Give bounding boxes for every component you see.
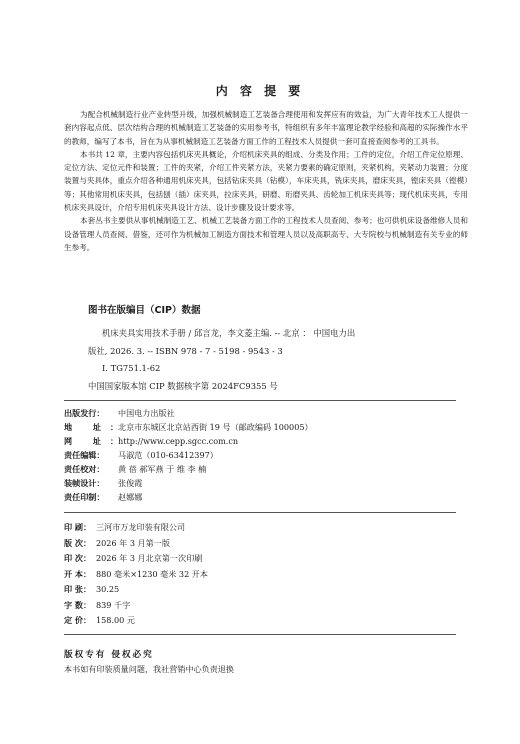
impression-value: 2026 年 3 月北京第一次印刷	[96, 553, 203, 563]
pub-row	[64, 490, 456, 504]
edition-value: 2026 年 3 月第一版	[96, 537, 170, 548]
print-label: 定 价：	[64, 615, 92, 625]
sheets-value: 30.25	[96, 584, 120, 594]
print-row	[64, 567, 456, 583]
print-row	[64, 582, 456, 598]
summary-section	[64, 108, 468, 254]
word-count-value: 839 千字	[96, 599, 131, 610]
publication-info	[64, 406, 456, 504]
address-value: 北京市东城区北京站西街 19 号（邮政编码 100005）	[118, 422, 313, 432]
pub-label: 出版发行：	[64, 408, 105, 418]
summary-title: 内 容 提 要	[215, 84, 305, 98]
pub-label: 责任编辑：	[64, 450, 105, 460]
print-row	[64, 520, 456, 536]
print-label: 开 本：	[64, 568, 92, 579]
cip-line: 机床夹具实用技术手册 / 邱言龙，李文菱主编. -- 北京 ： 中国电力出	[102, 328, 356, 338]
pub-label: 地 址：	[64, 422, 128, 432]
publisher-value: 中国电力出版社	[118, 408, 175, 418]
pub-row	[64, 434, 456, 448]
pub-row	[64, 476, 456, 490]
divider	[64, 512, 456, 513]
print-label: 印 刷：	[64, 522, 92, 532]
editor-value: 马淑范（010-63412397）	[118, 450, 218, 460]
print-row	[64, 551, 456, 567]
print-row	[64, 598, 456, 614]
summary-paragraph: 本套丛书主要供从事机械制造工艺、机械工艺装备方面工作的工程技术人员查阅、参考；也可供机床设备维修人员和设备管理人员查阅、借鉴，还可作为机械加工制造方面技术和管理人员以及高职高专、大专院校与机械制造有关专业的师生参考。	[64, 216, 468, 252]
pub-label: 网 址：	[64, 436, 128, 446]
summary-paragraph: 为配合机械制造行业产业转型升级，加强机械制造工艺装备合理使用和发挥应有的效益，为广大青年技术工人提供一套内容起点低、层次结构合理的机械制造工艺装备的实用参考书，特组织有多年丰富理论教学经验和高超的实际操作水平的教师，编写了本书，旨在为从事机械制造工艺装备方面工作的工程技术人员提供一套可直接查阅参考的工具书。	[64, 110, 468, 146]
pub-label: 责任印制：	[64, 492, 105, 502]
pub-row	[64, 448, 456, 462]
cip-line: Ⅰ. TG751.1-62	[102, 363, 161, 373]
print-label: 印 张：	[64, 584, 92, 594]
format-value: 880 毫米×1230 毫米 32 开本	[96, 568, 208, 579]
pub-row	[64, 462, 456, 476]
website-value: http://www.cepp.sgcc.com.cn	[118, 436, 239, 446]
proofreader-value: 黄 蓓 郝军燕 于 维 李 楠	[118, 464, 207, 474]
cip-record	[88, 325, 428, 395]
cip-title: 图书在版编目（CIP）数据	[88, 305, 201, 316]
print-label: 版 次：	[64, 537, 92, 548]
cip-line: 版社, 2026. 3. -- ISBN 978 - 7 - 5198 - 9543 - 3	[88, 345, 283, 356]
copyright-note: 本书如有印装质量问题，我社营销中心负责退换	[64, 664, 234, 674]
pub-row	[64, 420, 456, 434]
cip-line: 中国国家版本馆 CIP 数据核字第 2024FC9355 号	[88, 380, 278, 391]
print-row	[64, 536, 456, 552]
price-value: 158.00 元	[96, 615, 135, 625]
pub-label: 装帧设计：	[64, 478, 105, 488]
print-supervisor-value: 赵娜娜	[118, 492, 143, 502]
pub-label: 责任校对：	[64, 464, 105, 474]
printing-info	[64, 520, 456, 629]
pub-row	[64, 406, 456, 420]
print-label: 字 数：	[64, 599, 92, 610]
printer-value: 三河市万龙印装有限公司	[96, 522, 186, 532]
divider	[64, 400, 456, 401]
copyright-title: 版权专有 侵权必究	[64, 650, 154, 660]
summary-paragraph: 本书共 12 章，主要内容包括机床夹具概论，介绍机床夹具的组成、分类及作用；工件的定位，介绍工件定位原理、定位方法、定位元件和装置；工件的夹紧，介绍工件夹紧方法，夹紧力要素的确定原则，夹紧机构，夹紧动力装置；分度装置与夹具体，重点介绍各种通用机床夹具，包括钻床夹具（钻模），车床夹具，铣床夹具，磨床夹具，镗床夹具（镗模）等；其他常用机床夹具，包括刨（插）床夹具，拉床夹具，研磨、珩磨夹具、齿轮加工机床夹具等；现代机床夹具，专用机床夹具设计，介绍专用机床夹具设计方法、设计步骤及设计要求等。	[64, 149, 468, 213]
divider	[64, 634, 456, 635]
print-row	[64, 613, 456, 629]
print-label: 印 次：	[64, 553, 92, 563]
designer-value: 张俊霞	[118, 478, 143, 488]
